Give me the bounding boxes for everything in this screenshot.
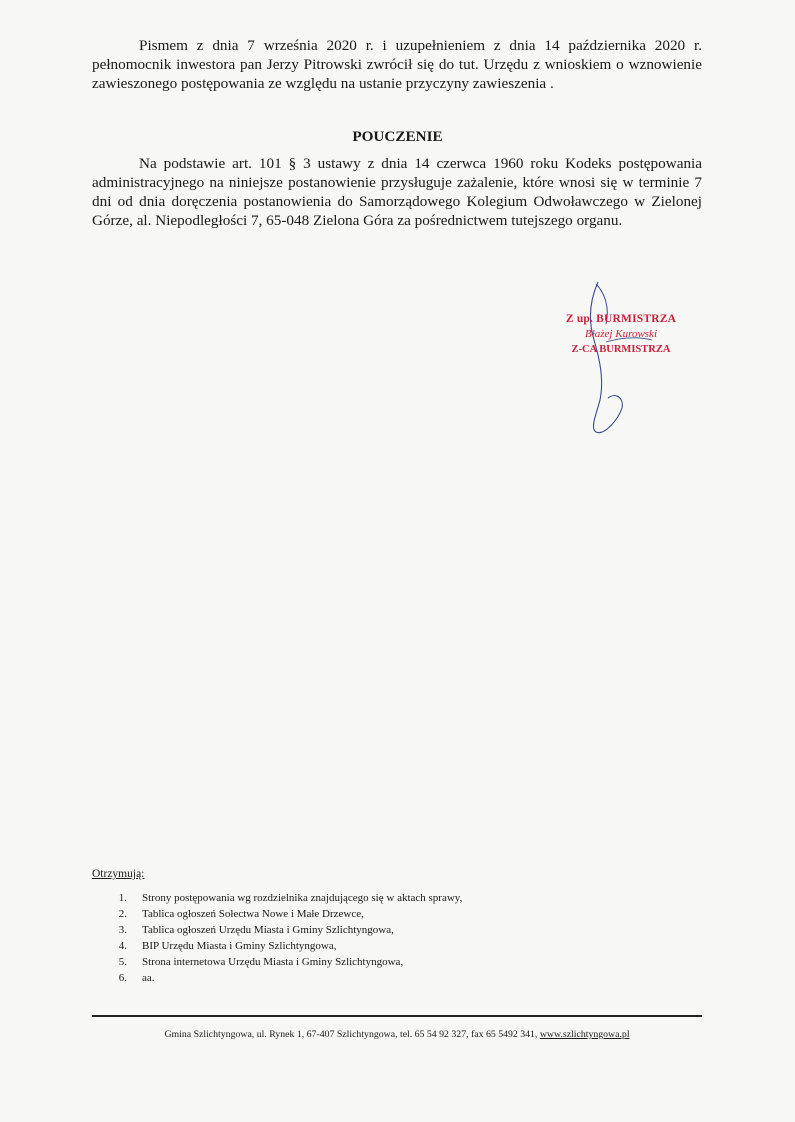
list-item: [92, 938, 692, 954]
footer-contact: [92, 1029, 702, 1040]
list-item-number: 5.: [118, 956, 127, 968]
footer-website-link[interactable]: www.szlichtyngowa.pl: [539, 1029, 630, 1040]
list-item: [92, 890, 692, 906]
list-item-text: Tablica ogłoszeń Sołectwa Nowe i Małe Drzewce,: [142, 908, 364, 920]
list-item-text: Tablica ogłoszeń Urzędu Miasta i Gminy Szlichtyngowa,: [142, 924, 394, 936]
list-item: [92, 906, 692, 922]
paragraph-instruction: Na podstawie art. 101 § 3 ustawy z dnia 14 czerwca 1960 roku Kodeks postępowania administracyjnego na niniejsze postanowienie przysługuje zażalenie, które wnosi się w terminie 7 dni od dnia doręczenia postanowienia do Samorządowego Kolegium Odwoławczego w Zielonej Górze, al. Niepodległości 7, 65-048 Zielona Góra za pośrednictwem tutejszego organu.: [92, 155, 702, 229]
list-item-text: BIP Urzędu Miasta i Gminy Szlichtyngowa,: [142, 940, 337, 952]
list-item: [92, 922, 692, 938]
stamp-line-name: Błażej Kurowski: [584, 328, 657, 340]
list-item-number: 6.: [118, 972, 127, 984]
stamp-line-title: Z up. BURMISTRZA: [565, 313, 677, 325]
signature-icon: [560, 280, 670, 440]
recipients-label: Otrzymują:: [92, 868, 145, 880]
paragraph-request: Pismem z dnia 7 września 2020 r. i uzupełnieniem z dnia 14 października 2020 r. pełnomocnik inwestora pan Jerzy Pitrowski zwrócił się do tut. Urzędu z wnioskiem o wznowienie zawieszonego postępowania ze względu na ustanie przyczyny zawieszenia .: [92, 37, 702, 92]
list-item-text: Strona internetowa Urzędu Miasta i Gminy Szlichtyngowa,: [142, 956, 404, 968]
list-item-text: aa.: [142, 972, 155, 984]
list-item-number: 2.: [118, 908, 127, 920]
list-item-text: Strony postępowania wg rozdzielnika znajdującego się w aktach sprawy,: [142, 892, 463, 904]
list-item: [92, 970, 692, 986]
list-item-number: 3.: [118, 924, 127, 936]
list-item: [92, 954, 692, 970]
recipients-list: [92, 890, 692, 986]
footer-divider: [92, 1015, 702, 1017]
footer-text: Gmina Szlichtyngowa, ul. Rynek 1, 67-407 Szlichtyngowa, tel. 65 54 92 327, fax 65 5492 341,: [164, 1029, 540, 1040]
stamp-line-role: Z-CA BURMISTRZA: [571, 344, 671, 355]
list-item-number: 4.: [118, 940, 127, 952]
section-heading: POUCZENIE: [352, 128, 443, 145]
list-item-number: 1.: [118, 892, 127, 904]
official-stamp: [556, 312, 686, 357]
